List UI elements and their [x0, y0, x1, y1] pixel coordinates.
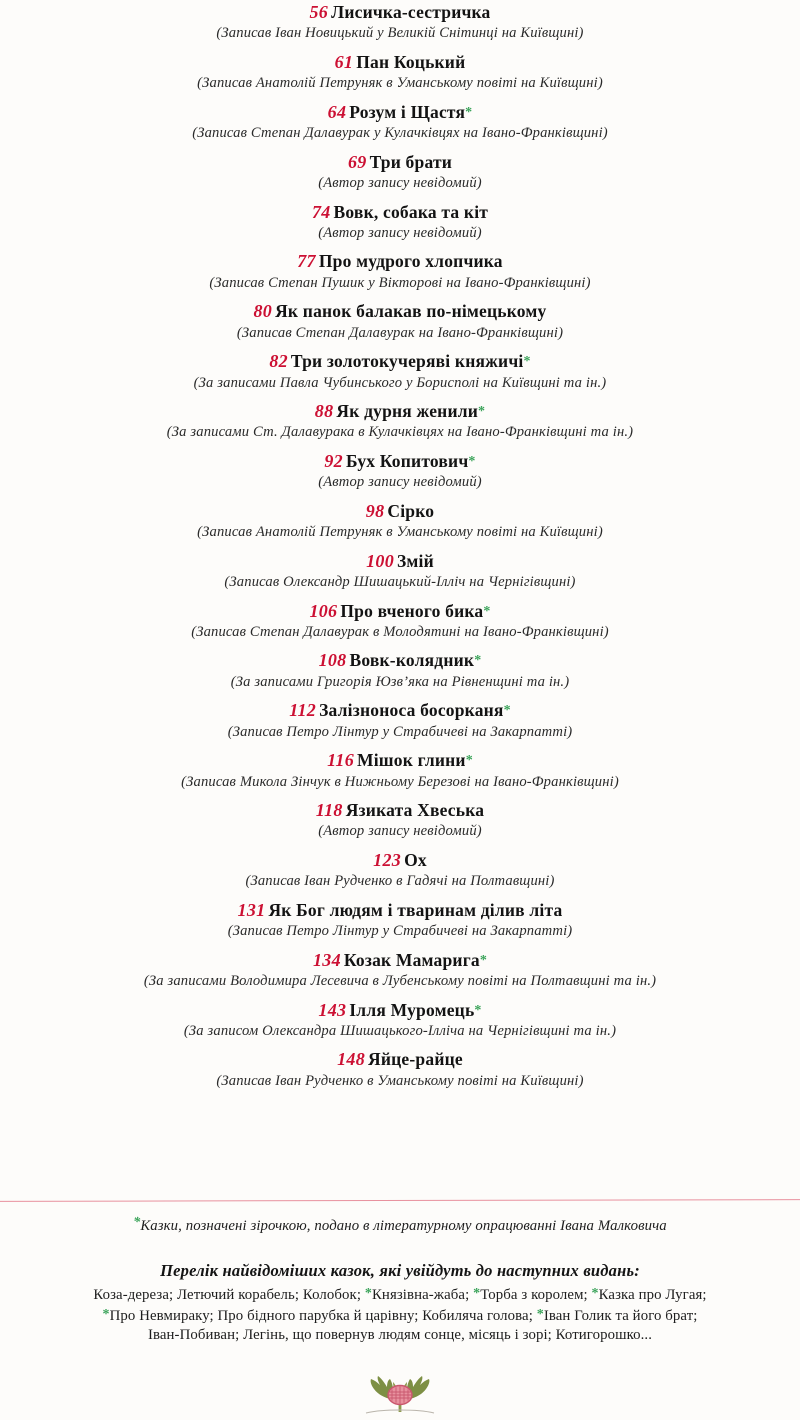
asterisk-icon: * — [465, 104, 473, 120]
toc-entry-title-line — [14, 650, 786, 671]
toc-entry-source: (За записами Павла Чубинського у Борисполі на Київщині та ін.) — [193, 374, 607, 391]
footnote-divider — [0, 1200, 800, 1203]
toc-entry-title-line — [14, 700, 786, 721]
asterisk-icon: * — [478, 404, 486, 419]
toc-title: Залізноноса босорканя — [319, 700, 504, 721]
upcoming-editions-line: Коза-дереза; Летючий корабель; Колобок; *Князівна-жаба; *Торба з королем; *Казка про Лугая; — [93, 1286, 707, 1304]
toc-entry-source: (Записав Анатолій Петруняк в Уманському повіті на Київщині) — [197, 75, 603, 92]
toc-entry[interactable] — [14, 850, 786, 891]
toc-entry[interactable] — [14, 700, 786, 741]
toc-title: Сірко — [387, 500, 435, 521]
toc-entry-source: (За записом Олександра Шишацького-Ілліча на Чернігівщині та ін.) — [183, 1022, 617, 1039]
toc-entry-title-line — [14, 202, 786, 223]
toc-entry[interactable] — [14, 152, 786, 193]
toc-page-number: 61 — [334, 51, 354, 72]
toc-title: Про вченого бика — [340, 600, 484, 621]
toc-title: Ох — [404, 849, 427, 870]
toc-entry-source: (Записав Степан Далавурак у Кулачківцях на Івано-Франківщині) — [192, 125, 608, 142]
asterisk-icon: * — [483, 603, 491, 619]
toc-entry-source: (Автор запису невідомий) — [318, 224, 482, 241]
toc-entry[interactable] — [14, 1049, 786, 1090]
toc-page-number: 108 — [318, 650, 347, 671]
upcoming-editions-list — [0, 1285, 800, 1346]
asterisk-icon: * — [102, 1306, 110, 1322]
toc-title: Змій — [397, 550, 434, 571]
upcoming-editions-block — [0, 1261, 800, 1346]
toc-page-number: 106 — [309, 600, 338, 621]
toc-entry-title-line — [14, 2, 786, 23]
asterisk-icon: * — [474, 653, 482, 669]
toc-entry-title-line — [14, 850, 786, 871]
asterisk-icon: * — [364, 1286, 372, 1302]
toc-page-number: 100 — [366, 550, 394, 571]
toc-title: Про мудрого хлопчика — [318, 251, 503, 272]
toc-entry-source: (Автор запису невідомий) — [318, 175, 482, 191]
toc-entry[interactable] — [14, 601, 786, 642]
toc-entry[interactable] — [14, 451, 786, 492]
toc-title: Язиката Хвеська — [345, 800, 485, 820]
toc-page-number: 64 — [327, 101, 347, 122]
toc-entry-title-line — [14, 451, 786, 472]
toc-entry[interactable] — [14, 1000, 786, 1041]
floral-ornament-icon — [352, 1370, 448, 1416]
toc-entry-source: (За записами Ст. Далавурака в Кулачківцях на Івано-Франківщині та ін.) — [166, 424, 634, 441]
toc-title: Розум і Щастя — [349, 101, 466, 122]
toc-entry-title-line — [14, 152, 786, 173]
toc-page-number: 123 — [373, 849, 402, 870]
toc-entry[interactable] — [14, 102, 786, 143]
toc-entry-title-line — [14, 251, 786, 272]
toc-entry-source: (Записав Микола Зінчук в Нижньому Березові на Івано-Франківщині) — [181, 773, 619, 790]
asterisk-icon: * — [473, 1286, 481, 1302]
toc-entry-title-line — [14, 1000, 786, 1021]
toc-page-number: 77 — [297, 251, 316, 272]
toc-entry-source: (Записав Степан Далавурак в Молодятині на Івано-Франківщині) — [191, 623, 609, 640]
asterisk-icon: * — [133, 1215, 141, 1231]
toc-title: Три золотокучеряві княжичі — [290, 351, 524, 372]
ornament-container — [0, 1360, 800, 1416]
toc-entry-title-line — [14, 301, 786, 322]
toc-page-number: 148 — [337, 1049, 366, 1070]
toc-entry-title-line — [14, 750, 786, 771]
toc-title: Ілля Муромець — [349, 999, 475, 1020]
toc-entry-source: (Записав Степан Далавурак на Івано-Франківщині) — [236, 324, 564, 341]
asterisk-icon: * — [523, 354, 531, 370]
toc-entry-source: (Записав Олександр Шишацький-Ілліч на Чернігівщині) — [224, 574, 576, 590]
toc-page-number: 74 — [311, 201, 331, 222]
toc-entry[interactable] — [14, 900, 786, 941]
asterisk-icon: * — [465, 753, 473, 769]
toc-entry-title-line — [14, 102, 786, 123]
toc-title: Бух Копитович — [345, 450, 469, 471]
toc-page-number: 112 — [289, 700, 317, 721]
toc-entry-source: (Записав Іван Рудченко в Гадячі на Полтавщині) — [245, 873, 555, 890]
toc-entry-source: (Записав Анатолій Петруняк в Уманському повіті на Київщині) — [197, 524, 603, 541]
toc-entry[interactable] — [14, 2, 786, 43]
toc-entry-source: (Записав Петро Лінтур у Страбичеві на Закарпатті) — [227, 723, 573, 740]
toc-entry[interactable] — [14, 251, 786, 292]
toc-page-number: 118 — [315, 800, 343, 820]
toc-title: Вовк-колядник — [349, 650, 475, 671]
toc-entry-title-line — [14, 800, 786, 821]
toc-page-number: 143 — [318, 999, 347, 1020]
toc-entry-title-line — [14, 351, 786, 372]
toc-entry[interactable] — [14, 650, 786, 691]
toc-title: Пан Коцький — [356, 51, 466, 72]
asterisk-icon: * — [479, 952, 488, 968]
toc-page-number: 82 — [269, 351, 288, 372]
upcoming-editions-line: Іван-Побиван; Легінь, що повернув людям сонце, місяць і зорі; Котигорошко... — [147, 1327, 653, 1344]
toc-entry[interactable] — [14, 401, 786, 442]
footnote — [0, 1215, 800, 1235]
toc-entry-source: (Записав Іван Рудченко в Уманському повіті на Київщині) — [216, 1072, 584, 1089]
footnote-text: Казки, позначені зірочкою, подано в літературному опрацюванні Івана Малковича — [140, 1218, 667, 1235]
toc-entry[interactable] — [14, 551, 786, 592]
toc-page-number: 131 — [237, 899, 266, 920]
toc-page-number: 116 — [327, 750, 355, 771]
toc-title: Як дурня женили — [336, 401, 479, 421]
toc-page-number: 80 — [253, 301, 273, 322]
toc-page-number: 134 — [312, 949, 341, 970]
toc-entry[interactable] — [14, 501, 786, 542]
toc-entry-source: (За записами Володимира Лесевича в Лубенському повіті на Полтавщині та ін.) — [143, 973, 657, 989]
toc-entry-title-line — [14, 950, 786, 971]
toc-title: Три брати — [369, 151, 453, 172]
toc-entry-source: (Автор запису невідомий) — [318, 474, 482, 491]
toc-entry[interactable] — [14, 351, 786, 392]
asterisk-icon: * — [474, 1002, 482, 1018]
asterisk-icon: * — [536, 1306, 544, 1322]
asterisk-icon: * — [503, 703, 511, 719]
toc-page-number: 56 — [309, 2, 329, 22]
toc-page-number: 69 — [347, 151, 367, 172]
asterisk-icon: * — [591, 1286, 599, 1302]
upcoming-editions-heading: Перелік найвідоміших казок, які увійдуть до наступних видань: — [160, 1261, 640, 1281]
toc-title: Вовк, собака та кіт — [333, 201, 489, 222]
toc-entry-source: (Записав Степан Пушик у Вікторові на Івано-Франківщині) — [209, 274, 591, 291]
upcoming-editions-line: *Про Невмираку; Про бідного парубка й царівну; Кобиляча голова; *Іван Голик та його брат; — [102, 1306, 698, 1324]
toc-entry[interactable] — [14, 750, 786, 791]
toc-page-number: 92 — [324, 450, 343, 471]
toc-entry[interactable] — [14, 800, 786, 841]
toc-entry-title-line — [14, 601, 786, 622]
toc-entry-source: (Автор запису невідомий) — [318, 823, 482, 840]
toc-entry-title-line — [14, 52, 786, 73]
toc-entry[interactable] — [14, 202, 786, 243]
toc-title: Як Бог людям і тваринам ділив літа — [268, 899, 563, 920]
toc-entry-title-line — [14, 551, 786, 572]
toc-title: Як панок балакав по-німецькому — [275, 301, 547, 322]
page-footer — [0, 1200, 800, 1420]
toc-title: Яйце-райце — [368, 1049, 463, 1070]
toc-entry[interactable] — [14, 301, 786, 342]
toc-entry-source: (Записав Петро Лінтур у Страбичеві на Закарпатті) — [227, 923, 573, 940]
toc-entry-title-line — [14, 900, 786, 921]
toc-page-number: 88 — [314, 401, 334, 421]
toc-entry[interactable] — [14, 52, 786, 93]
toc-title: Мішок глини — [357, 750, 466, 771]
toc-entry-source: (За записами Григорія Юзв’яка на Рівненщині та ін.) — [230, 673, 570, 690]
toc-title: Лисичка-сестричка — [331, 2, 491, 22]
toc-page-number: 98 — [365, 500, 385, 521]
toc-entry-title-line — [14, 501, 786, 522]
toc-entry[interactable] — [14, 950, 786, 991]
toc-entry-title-line — [14, 1049, 786, 1070]
toc-entry-source: (Записав Іван Новицький у Великій Снітинці на Київщині) — [216, 25, 584, 42]
toc-title: Козак Мамарига — [343, 949, 480, 970]
toc-entry-title-line — [14, 401, 786, 422]
asterisk-icon: * — [468, 453, 476, 469]
